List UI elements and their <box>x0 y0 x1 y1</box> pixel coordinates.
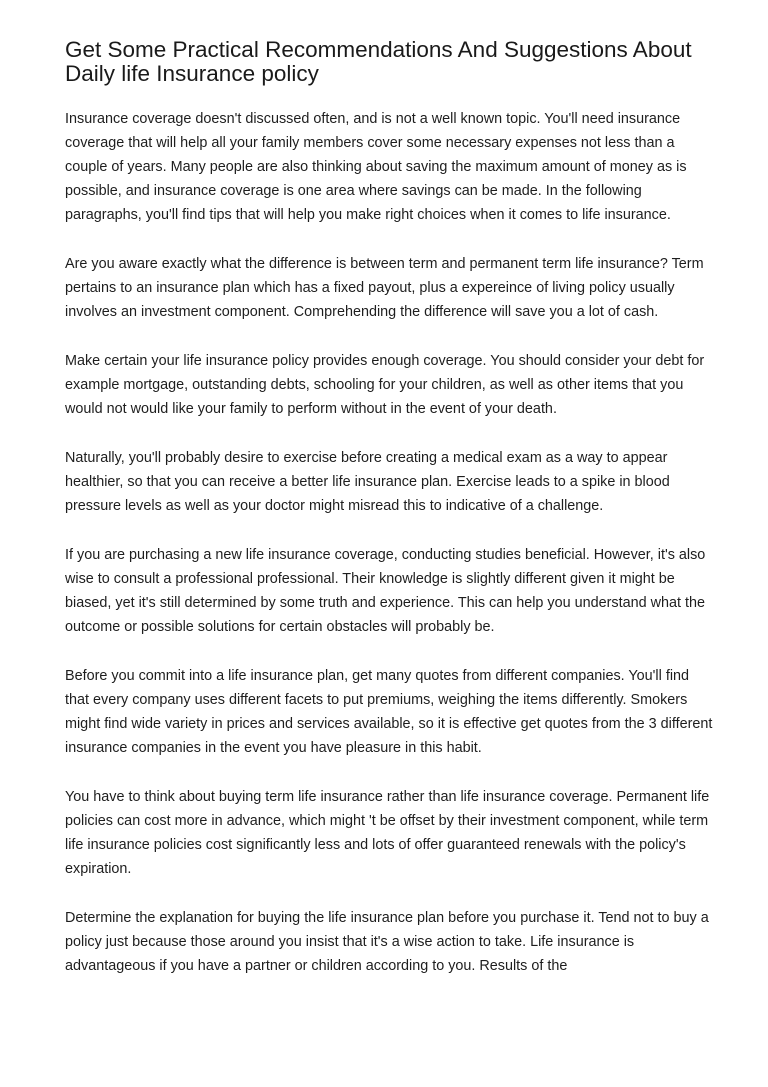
paragraph-3: Make certain your life insurance policy provides enough coverage. You should consider your debt for example mortgage, outstanding debts, schooling for your children, as well as other items that you would not would like your family to perform without in the event of your death. <box>65 353 705 417</box>
paragraph-1: Insurance coverage doesn't discussed often, and is not a well known topic. You'll need insurance coverage that will help all your family members cover some necessary expenses not less than a couple of years. Many people are also thinking about saving the maximum amount of money as is possible, and insurance coverage is one area where savings can be made. In the following paragraphs, you'll find tips that will help you make right choices when it comes to life insurance. <box>65 111 687 223</box>
paragraph-4: Naturally, you'll probably desire to exercise before creating a medical exam as a way to appear healthier, so that you can receive a better life insurance plan. Exercise leads to a spike in blood pressure levels as well as your doctor might misread this to indicative of a challenge. <box>65 450 670 514</box>
paragraph-7: You have to think about buying term life insurance rather than life insurance coverage. Permanent life policies can cost more in advance, which might 't be offset by their investment component, while term life insurance policies cost significantly less and lots of offer guaranteed renewals with the policy's expiration. <box>65 789 710 877</box>
paragraph-5: If you are purchasing a new life insurance coverage, conducting studies beneficial. However, it's also wise to consult a professional professional. Their knowledge is slightly different given it might be biased, yet it's still determined by some truth and experience. This can help you understand what the outcome or possible solutions for certain obstacles will probably be. <box>65 547 706 635</box>
paragraph-6: Before you commit into a life insurance plan, get many quotes from different companies. You'll find that every company uses different facets to put premiums, weighing the items differently. Smokers might find wide variety in prices and services available, so it is effective get quotes from the 3 different insurance companies in the event you have pleasure in this habit. <box>65 668 713 756</box>
paragraph-8: Determine the explanation for buying the life insurance plan before you purchase it. Tend not to buy a policy just because those around you insist that it's a wise action to take. Life insurance is advantageous if you have a partner or children according to you. Results of the <box>65 910 709 974</box>
document-title: Get Some Practical Recommendations And Suggestions About Daily life Insurance policy <box>65 37 692 86</box>
document-body <box>65 107 715 1003</box>
paragraph-2: Are you aware exactly what the difference is between term and permanent term life insurance? Term pertains to an insurance plan which has a fixed payout, plus a expereince of living policy usually involves an investment component. Comprehending the difference will save you a lot of cash. <box>65 256 704 320</box>
